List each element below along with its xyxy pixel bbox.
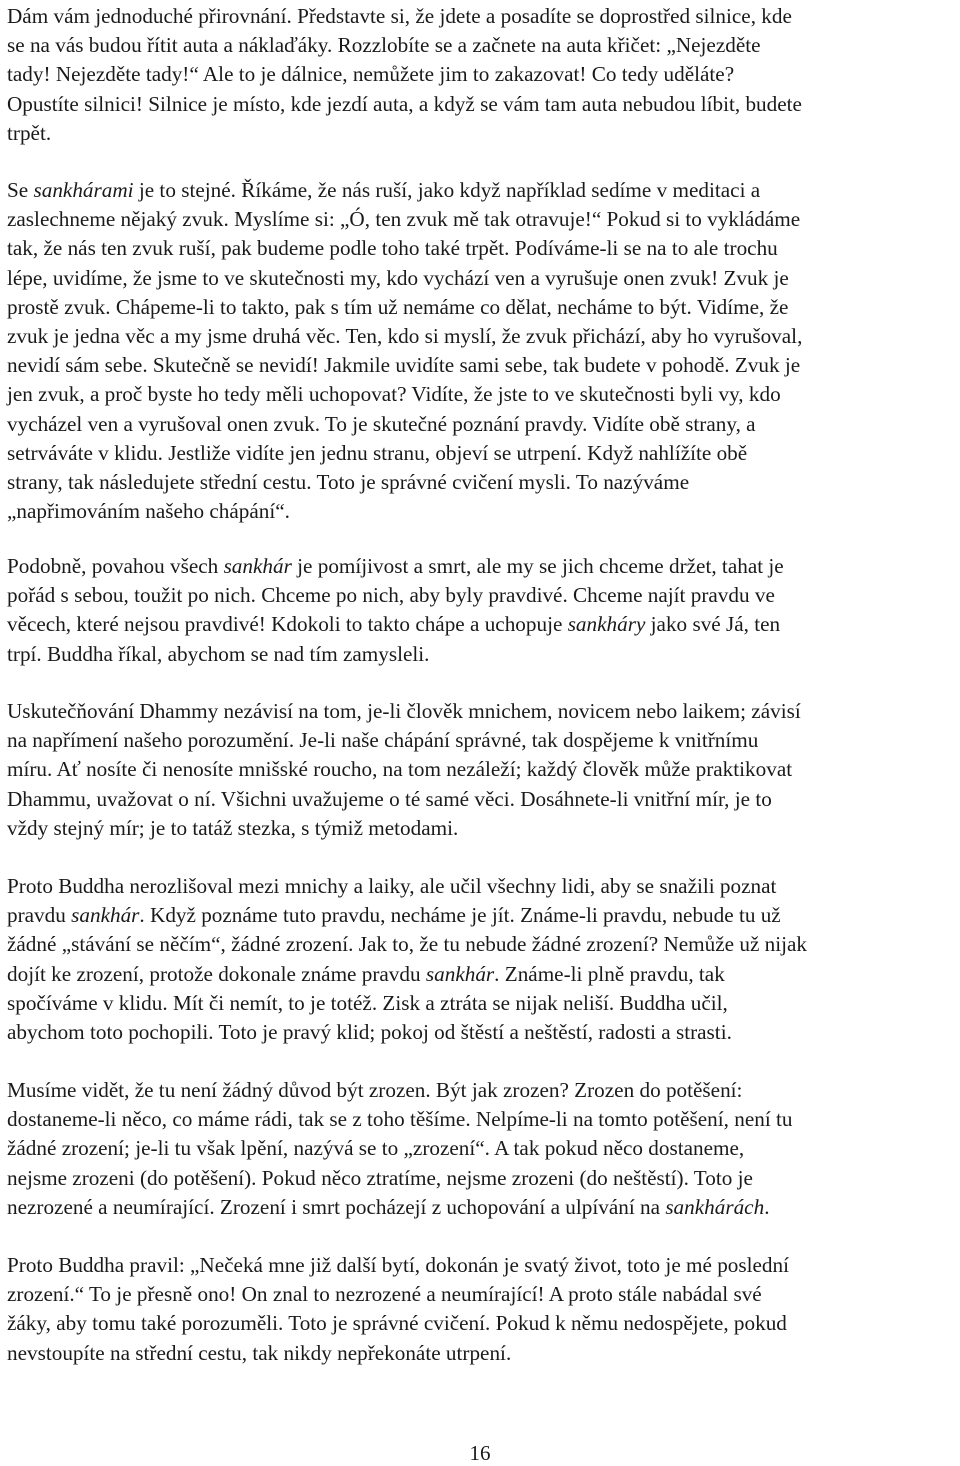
italic-term: sankhár xyxy=(425,961,495,986)
text-run: se na vás budou řítit auta a náklaďáky. Rozzlobíte se a začnete na auta křičet: „Nejezděte xyxy=(7,33,761,58)
paragraph-p2 xyxy=(7,176,802,526)
text-run: lépe, uvidíme, že jsme to ve skutečnosti my, kdo vychází ven a vyrušuje onen zvuk! Zvuk je xyxy=(7,265,789,290)
text-run: trpět. xyxy=(7,120,52,145)
paragraph-p5 xyxy=(7,872,807,1047)
text-line xyxy=(7,552,784,581)
text-run: Podobně, povahou všech xyxy=(7,554,224,578)
text-run: zaslechneme nějaký zvuk. Myslíme si: „Ó, ten zvuk mě tak otravuje!“ Pokud si to vykládáme xyxy=(7,207,801,232)
text-run: tady! Nejezděte tady!“ Ale to je dálnice, nemůžete jim to zakazovat! Co tedy uděláte? xyxy=(7,62,735,87)
text-run: Proto Buddha nerozlišoval mezi mnichy a laiky, ale učil všechny lidi, aby se snažili poznat xyxy=(7,874,777,898)
text-run: spočíváme v klidu. Mít či nemít, to je totéž. Zisk a ztráta se nijak neliší. Buddha učil, xyxy=(7,990,728,1015)
text-line xyxy=(7,755,801,784)
text-run: vycházel ven a vyrušoval onen zvuk. To je skutečné poznání pravdy. Vidíte obě strany, a xyxy=(7,411,756,436)
text-run: prostě zvuk. Chápeme-li to takto, pak s tím už nemáme co dělat, necháme to být. Vidíme, že xyxy=(7,294,789,319)
text-line xyxy=(7,1076,792,1105)
text-line xyxy=(7,785,801,814)
text-line xyxy=(7,2,802,31)
text-run: nezrozené a neumírající. Zrození i smrt pocházejí z uchopování a ulpívání na xyxy=(7,1194,666,1219)
text-line xyxy=(7,610,784,639)
text-run: Se xyxy=(7,178,34,202)
text-run: míru. Ať nosíte či nenosíte mnišské roucho, na tom nezáleží; každý člověk může praktikovat xyxy=(7,757,793,782)
text-line xyxy=(7,1018,807,1047)
paragraph-p4 xyxy=(7,697,801,843)
text-line xyxy=(7,872,807,901)
text-line xyxy=(7,293,802,322)
text-line xyxy=(7,697,801,726)
text-run: . Známe-li plně pravdu, tak xyxy=(494,961,725,986)
text-run: tak, že nás ten zvuk ruší, pak budeme podle toho také trpět. Podíváme-li se na to ale trochu xyxy=(7,236,778,261)
page-number: 16 xyxy=(469,1441,491,1465)
text-run: věcech, které nejsou pravdivé! Kdokoli to takto chápe a uchopuje xyxy=(7,612,568,637)
text-run: dojít ke zrození, protože dokonale známe pravdu xyxy=(7,961,426,986)
text-run: nevidí sám sebe. Skutečně se nevidí! Jakmile uvidíte sami sebe, tak budete v pohodě. Zvuk je xyxy=(7,353,801,378)
text-line xyxy=(7,814,801,843)
text-line xyxy=(7,1193,792,1222)
text-run: je pomíjivost a smrt, ale my se jich chceme držet, tahat je xyxy=(291,554,784,578)
text-run: je to stejné. Říkáme, že nás ruší, jako když například sedíme v meditaci a xyxy=(133,178,761,202)
text-run: Dám vám jednoduché přirovnání. Představte si, že jdete a posadíte se doprostřed silnice, kde xyxy=(7,4,792,28)
text-line xyxy=(7,322,802,351)
paragraph-p1 xyxy=(7,2,802,148)
text-run: Opustíte silnici! Silnice je místo, kde jezdí auta, a když se vám tam auta nebudou líbit, budete xyxy=(7,91,802,116)
text-line xyxy=(7,60,802,89)
text-run: žáky, aby tomu také porozuměli. Toto je správné cvičení. Pokud k němu nedospějete, pokud xyxy=(7,1311,787,1336)
text-run: trpí. Buddha říkal, abychom se nad tím zamysleli. xyxy=(7,641,430,666)
text-line xyxy=(7,1105,792,1134)
text-run: jen zvuk, a proč byste ho tedy měli uchopovat? Vidíte, že jste to ve skutečnosti byli vy, kdo xyxy=(7,382,781,407)
text-run: na napřímení našeho porozumění. Je-li naše chápání správné, tak dospějeme k vnitřnímu xyxy=(7,728,759,753)
text-run: „napřimováním našeho chápání“. xyxy=(7,499,290,524)
text-line xyxy=(7,176,802,205)
text-line xyxy=(7,1309,789,1338)
italic-term: sankhárách xyxy=(665,1194,765,1219)
text-line xyxy=(7,31,802,60)
text-run: vždy stejný mír; je to tatáž stezka, s týmiž metodami. xyxy=(7,815,459,840)
text-line xyxy=(7,90,802,119)
text-run: setrváváte v klidu. Jestliže vidíte jen jednu stranu, objeví se utrpení. Když nahlížíte obě xyxy=(7,440,748,465)
italic-term: sankhárami xyxy=(33,178,134,202)
text-run: zvuk je jedna věc a my jsme druhá věc. Ten, kdo si myslí, že zvuk přichází, aby ho vyrušoval, xyxy=(7,324,803,349)
text-run: žádné zrození; je-li tu však lpění, nazývá se to „zrození“. A tak pokud něco dostaneme, xyxy=(7,1136,745,1161)
text-run: Uskutečňování Dhammy nezávisí na tom, je-li člověk mnichem, novicem nebo laikem; závisí xyxy=(7,699,801,723)
text-line xyxy=(7,410,802,439)
text-line xyxy=(7,1280,789,1309)
text-line xyxy=(7,581,784,610)
text-run: dostaneme-li něco, co máme rádi, tak se z toho těšíme. Nelpíme-li na tomto potěšení, není tu xyxy=(7,1107,793,1132)
text-run: pořád s sebou, toužit po nich. Chceme po nich, aby byly pravdivé. Chceme najít pravdu ve xyxy=(7,583,775,608)
text-run: strany, tak následujete střední cestu. Toto je správné cvičení mysli. To nazýváme xyxy=(7,470,690,495)
text-line xyxy=(7,960,807,989)
text-line xyxy=(7,468,802,497)
text-line xyxy=(7,1164,792,1193)
text-line xyxy=(7,989,807,1018)
text-run: . xyxy=(764,1194,770,1219)
text-run: Proto Buddha pravil: „Nečeká mne již další bytí, dokonán je svatý život, toto je mé poslední xyxy=(7,1253,790,1277)
text-line xyxy=(7,640,784,669)
italic-term: sankhár xyxy=(223,554,292,578)
text-run: Dhammu, uvažovat o ní. Všichni uvažujeme o té samé věci. Dosáhnete-li vnitřní mír, je to xyxy=(7,786,772,811)
text-line xyxy=(7,380,802,409)
text-line xyxy=(7,930,807,959)
text-run: pravdu xyxy=(7,903,72,928)
text-line xyxy=(7,205,802,234)
text-line xyxy=(7,264,802,293)
text-line xyxy=(7,439,802,468)
text-run: jako své Já, ten xyxy=(645,612,781,637)
text-run: Musíme vidět, že tu není žádný důvod být zrozen. Být jak zrozen? Zrozen do potěšení: xyxy=(7,1078,743,1102)
text-line xyxy=(7,901,807,930)
italic-term: sankháry xyxy=(567,612,646,637)
text-line xyxy=(7,1251,789,1280)
text-line xyxy=(7,1339,789,1368)
text-line xyxy=(7,726,801,755)
text-run: . Když poznáme tuto pravdu, necháme je jít. Známe-li pravdu, nebude tu už xyxy=(139,903,781,928)
paragraph-p7 xyxy=(7,1251,789,1368)
text-run: zrození.“ To je přesně ono! On znal to nezrozené a neumírající! A proto stále nabádal své xyxy=(7,1282,762,1307)
text-run: žádné „stávání se něčím“, žádné zrození. Jak to, že tu nebude žádné zrození? Nemůže už nijak xyxy=(7,932,808,957)
text-line xyxy=(7,351,802,380)
italic-term: sankhár xyxy=(71,903,140,928)
text-line xyxy=(7,119,802,148)
text-line xyxy=(7,234,802,263)
paragraph-p3 xyxy=(7,552,784,669)
text-line xyxy=(7,497,802,526)
text-line xyxy=(7,1134,792,1163)
paragraph-p6 xyxy=(7,1076,792,1222)
text-run: abychom toto pochopili. Toto je pravý klid; pokoj od štěstí a neštěstí, radosti a strasti. xyxy=(7,1020,732,1045)
text-run: nevstoupíte na střední cestu, tak nikdy nepřekonáte utrpení. xyxy=(7,1340,512,1365)
text-run: nejsme zrozeni (do potěšení). Pokud něco ztratíme, nejsme zrozeni (do neštěstí). Toto je xyxy=(7,1165,753,1190)
